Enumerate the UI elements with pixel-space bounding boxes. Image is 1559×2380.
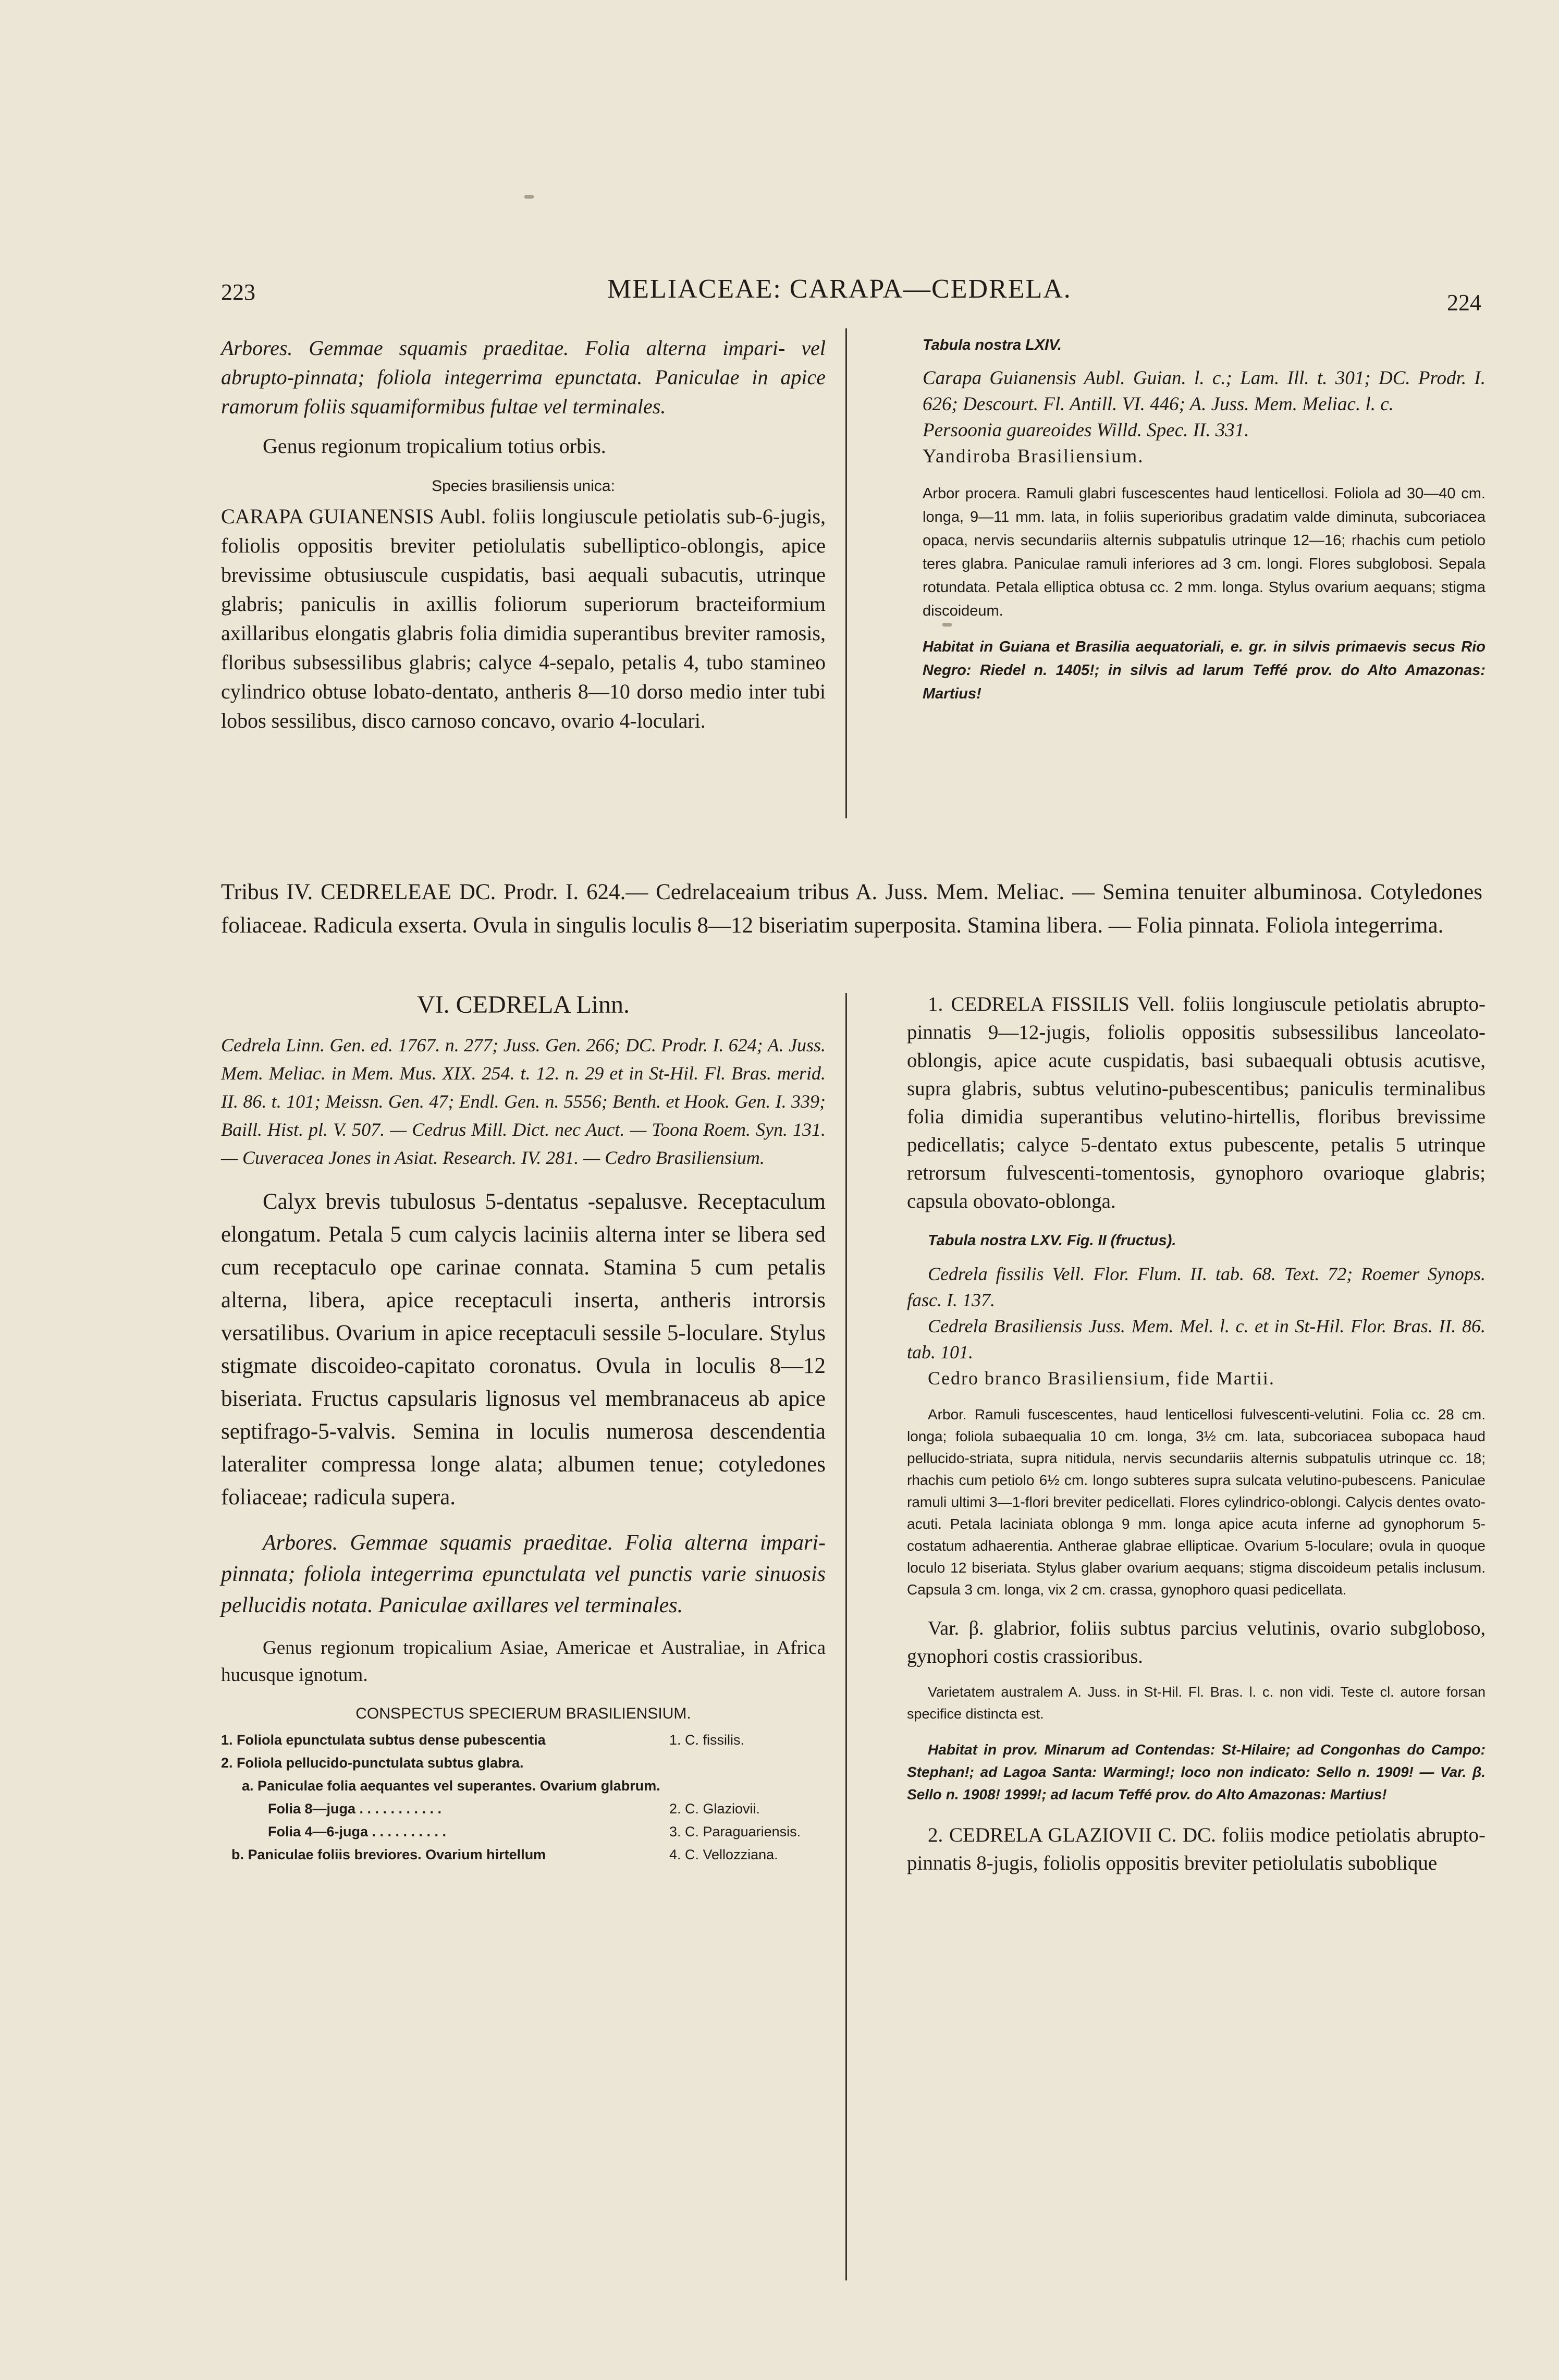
carapa-genus-range: Genus regionum tropicalium totius orbis. <box>263 434 606 458</box>
running-title: MELIACEAE: CARAPA—CEDRELA. <box>607 274 1072 304</box>
vernacular-name: Yandiroba Brasiliensium. <box>923 446 1144 467</box>
cedrela-genus-characters: Calyx brevis tubulosus 5-dentatus -sepalusve. Receptaculum elongatum. Petala 5 cum calycis laciniis alterna inter se libera sed cum receptaculo ope carinae connata. Stamina 5 cum petalis alterna, libera, apice receptaculi inserta, antheris introrsis versatilibus. Ovarium in apice receptaculi sessile 5-loculare. Stylus stigmate discoideo-capitato coronatus. Ovula in loculis 8—12 biseriata. Fructus capsularis lignosus vel membranaceus ab apice septifrago-5-valvis. Semina in loculis numerosa descendentia lateraliter compressa longe alata; albumen tenue; cotyledones foliaceae; radicula supera. <box>221 1189 826 1510</box>
conspectus-species: 2. C. Glaziovii. <box>669 1801 760 1817</box>
conspectus-key: 1. Foliola epunctulata subtus dense pubescentia <box>221 1732 546 1748</box>
genus-title: VI. CEDRELA Linn. <box>417 991 630 1019</box>
variety-note: Varietatem australem A. Juss. in St-Hil. Fl. Bras. l. c. non vidi. Teste cl. autore forsan specifice distincta est. <box>907 1684 1486 1722</box>
tribus-cedreleae: Tribus IV. CEDRELEAE DC. Prodr. I. 624.— Cedrelaceaium tribus A. Juss. Mem. Meliac. — Semina tenuiter albuminosa. Cotyledones foliaceae. Radicula exserta. Ovula in singulis loculis 8—12 biseriatim superposita. Stamina libera. — Folia pinnata. Foliola integerrima. <box>221 880 1482 938</box>
column-rule-bottom <box>845 993 847 2280</box>
conspectus-key: Folia 4—6-juga . . . . . . . . . . <box>268 1824 447 1839</box>
cedrela-genus-range: Genus regionum tropicalium Asiae, Americae et Australiae, in Africa hucusque ignotum. <box>221 1637 826 1686</box>
carapa-genus-description: Arbores. Gemmae squamis praeditae. Folia alterna impari- vel abrupto-pinnata; foliola integerrima epunctata. Paniculae in apice ramorum foliis squamiformibus fultae vel terminales. <box>221 336 826 418</box>
conspectus-row <box>221 1843 826 1866</box>
synonym-brasiliensis: Cedrela Brasiliensis Juss. Mem. Mel. l. c. et in St-Hil. Flor. Bras. II. 86. tab. 101. <box>907 1316 1486 1363</box>
conspectus-row <box>221 1728 826 1751</box>
cedrela-variety: Var. β. glabrior, foliis subtus parcius velutinis, ovario subgloboso, gynophori costis crassioribus. <box>907 1617 1486 1667</box>
page-mark <box>524 195 534 199</box>
conspectus-row <box>221 1751 826 1774</box>
tabula-label-2: Tabula nostra LXV. Fig. II (fructus). <box>928 1232 1176 1249</box>
carapa-genus-column <box>221 334 826 749</box>
cedrela-glaziovii-diagnosis: 2. CEDRELA GLAZIOVII C. DC. foliis modice petiolatis abrupto-pinnatis 8-jugis, foliolis oppositis breviter petiolulatis suboblique <box>907 1824 1486 1874</box>
species-heading: Species brasiliensis unica: <box>432 477 615 495</box>
cedrela-fissilis-habitat: Habitat in prov. Minarum ad Contendas: St-Hilaire; ad Congonhas do Campo: Stephan!; ad Lagoa Santa: Warming!; loco non indicato: Sello n. 1909! — Var. β. Sello n. 1908! 1999!; ad lacum Teffé prov. do Alto Amazonas: Martius! <box>907 1741 1486 1802</box>
cedrela-fissilis-description: Arbor. Ramuli fuscescentes, haud lenticellosi fulvescenti-velutini. Folia cc. 28 cm. longa; foliola subaequalia 10 cm. longa, 3½ cm. lata, subcoriacea subopaca haud pellucido-striata, supra nitidula, nervis secundariis alternis subpatulis utrinque cc. 18; rhachis cum petiolo 6½ cm. longo subteres supra sulcata velutino-pubescens. Paniculae ramuli ultimi 3—1-flori breviter pedicellati. Flores cylindrico-oblongi. Calycis dentes ovato-acuti. Petala laciniata oblonga 9 mm. longa apice acuta inferne ad gynophorum 5-costatum adhaerentia. Antherae glabrae ellipticae. Ovarium 5-loculare; ovula in quoque loculo 12 biseriata. Stylus glaber ovarium aequans; stigma discoideum petalis inclusum. Capsula 3 cm. longa, vix 2 cm. crassa, gynophoro quasi pedicellata. <box>907 1406 1486 1598</box>
conspectus-species: 3. C. Paraguariensis. <box>669 1824 801 1839</box>
cedrela-species-column <box>907 990 1486 1891</box>
conspectus-key: Folia 8—juga . . . . . . . . . . . <box>268 1801 442 1817</box>
column-rule-top <box>845 328 847 818</box>
conspectus <box>221 1702 826 1866</box>
carapa-habitat: Habitat in Guiana et Brasilia aequatoriali, e. gr. in silvis primaevis secus Rio Negro: Riedel n. 1405!; in silvis ad larum Teffé prov. do Alto Amazonas: Martius! <box>923 639 1486 702</box>
carapa-guianensis-diagnosis: CARAPA GUIANENSIS Aubl. foliis longiuscule petiolatis sub-6-jugis, foliolis oppositis breviter petiolulatis subelliptico-oblongis, apice brevissime obtusiuscule cuspidatis, basi aequali subacutis, utrinque glabris; paniculis in axillis foliorum superiorum bracteiformium axillaribus elongatis glabris folia dimidia superantibus breviter ramosis, floribus subsessilibus glabris; calyce 4-sepalo, petalis 4, tubo stamineo cylindrico obtuse lobato-dentato, antheris 8—10 dorso medio inter tubi lobos sessilibus, disco carnoso concavo, ovario 4-loculari. <box>221 505 826 732</box>
cedrela-habit: Arbores. Gemmae squamis praeditae. Folia alterna impari-pinnata; foliola integerrima epunctulata vel punctis varie sinuosis pellucidis notata. Paniculae axillares vel terminales. <box>221 1531 826 1617</box>
cedrela-fissilis-diagnosis: 1. CEDRELA FISSILIS Vell. foliis longiuscule petiolatis abrupto-pinnatis 9—12-jugis, foliolis oppositis subsessilibus lanceolato-oblongis, apice acute cuspidatis, basi subaequali obtusis acutisve, supra glabris, subtus velutino-pubescentibus; paniculis terminalibus folia dimidia superantibus velutino-hirtellis, floribus brevissime pedicellatis; calyce 5-dentato extus pubescente, petalis 5 utrinque retrorsum fulvescenti-tomentosis, gynophoro ovarioque glabris; capsula obovato-oblonga. <box>907 993 1486 1212</box>
conspectus-species: 4. C. Vellozziana. <box>669 1847 778 1862</box>
carapa-description: Arbor procera. Ramuli glabri fuscescentes haud lenticellosi. Foliola ad 30—40 cm. longa, 9—11 mm. lata, in foliis superioribus gradatim valde diminuta, subcoriacea opaca, nervis secundariis alternis subpatulis utrinque 12—16; rhachis cum petiolo teres glabra. Paniculae ramuli inferiores ad 3 cm. longi. Flores subglobosi. Sepala rotundata. Petala elliptica obtusa cc. 2 mm. longa. Stylus ovarium aequans; stigma discoideum. <box>923 485 1486 619</box>
conspectus-key: b. Paniculae foliis breviores. Ovarium hirtellum <box>231 1847 546 1862</box>
page-number-left: 223 <box>221 279 255 305</box>
conspectus-species: 1. C. fissilis. <box>669 1732 745 1748</box>
synonym-persoonia: Persoonia guareoides Willd. Spec. II. 331. <box>923 420 1249 441</box>
conspectus-row <box>221 1820 826 1843</box>
synonym-carapa: Carapa Guianensis Aubl. Guian. l. c.; Lam. Ill. t. 301; DC. Prodr. I. 626; Descourt. Fl. Antill. VI. 446; A. Juss. Mem. Meliac. l. c. <box>923 367 1486 415</box>
conspectus-species <box>669 1774 826 1797</box>
cedrela-synonymy: Cedrela Linn. Gen. ed. 1767. n. 277; Juss. Gen. 266; DC. Prodr. I. 624; A. Juss. Mem. Meliac. in Mem. Mus. XIX. 254. t. 12. n. 29 et in St-Hil. Fl. Bras. merid. II. 86. t. 101; Meissn. Gen. 47; Endl. Gen. n. 5556; Benth. et Hook. Gen. I. 339; Baill. Hist. pl. V. 507. — Cedrus Mill. Dict. nec Auct. — Toona Roem. Syn. 131. — Cuveracea Jones in Asiat. Research. IV. 281. — Cedro Brasiliensium. <box>221 1035 826 1168</box>
conspectus-key: a. Paniculae folia aequantes vel superantes. Ovarium glabrum. <box>242 1778 660 1794</box>
carapa-species-column <box>923 334 1486 706</box>
conspectus-species <box>669 1751 826 1774</box>
page-number-right: 224 <box>1447 290 1481 315</box>
conspectus-row <box>221 1774 826 1797</box>
synonym-fissilis: Cedrela fissilis Vell. Flor. Flum. II. tab. 68. Text. 72; Roemer Synops. fasc. I. 137. <box>907 1263 1486 1310</box>
conspectus-title: CONSPECTUS SPECIERUM BRASILIENSIUM. <box>355 1705 691 1722</box>
conspectus-key: 2. Foliola pellucido-punctulata subtus glabra. <box>221 1755 524 1771</box>
vernacular-name-2: Cedro branco Brasiliensium, fide Martii. <box>928 1368 1275 1389</box>
cedrela-genus-column <box>221 990 826 1866</box>
tabula-label: Tabula nostra LXIV. <box>923 337 1062 353</box>
conspectus-row <box>221 1797 826 1820</box>
